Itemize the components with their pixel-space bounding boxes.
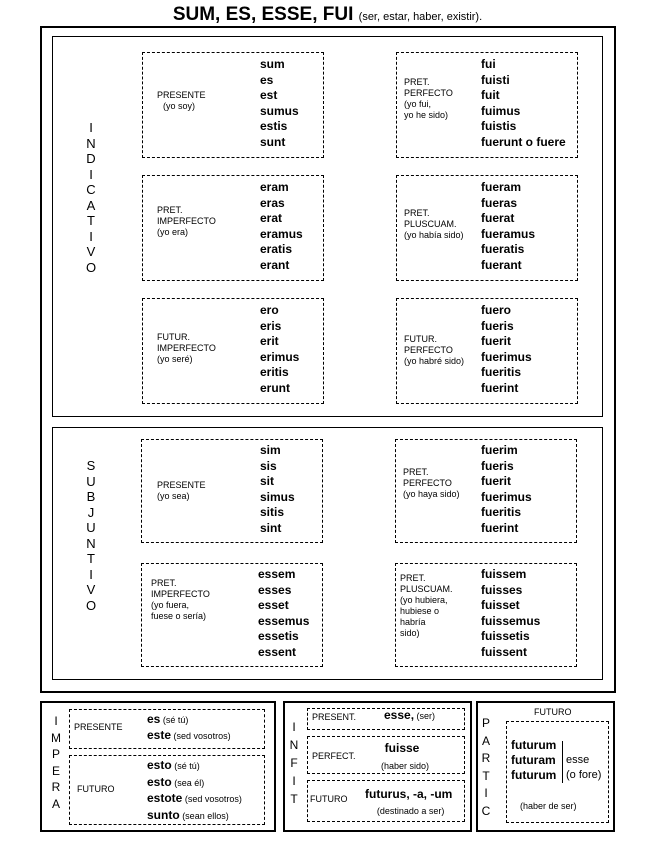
tense-forms: fueram fueras fuerat fueramus fueratis fuerant bbox=[481, 180, 536, 272]
tense-forms: essem esses esset essemus essetis essent bbox=[258, 567, 310, 659]
tense-label: PRET. PLUSCUAM. (yo hubiera, hubiese o habría sido) bbox=[400, 573, 453, 638]
tense-label: PRET. IMPERFECTO (yo fuera, fuese o sería) bbox=[151, 578, 210, 621]
tense-label: PRET. PERFECTO (yo haya sido) bbox=[403, 467, 460, 499]
tense-forms: ero eris erit erimus eritis erunt bbox=[260, 303, 300, 395]
tense-label: PRESENTE (yo sea) bbox=[157, 480, 206, 501]
page-title bbox=[0, 4, 655, 26]
title-main: SUM, ES, ESSE, FUI bbox=[172, 4, 354, 25]
participio-aux: esse (o fore) bbox=[566, 754, 602, 781]
tense-label: PRET. IMPERFECTO (yo era) bbox=[157, 205, 216, 237]
imperativo-mood-label: I M P E R A bbox=[51, 714, 61, 811]
title-subtitle: (ser, estar, haber, existir). bbox=[358, 11, 483, 23]
infinitivo-futuro-label: FUTURO bbox=[310, 794, 348, 804]
tense-forms: sim sis sit simus sitis sint bbox=[260, 443, 295, 535]
infinitivo-present-form: esse, (ser) bbox=[384, 708, 436, 722]
infinitivo-futuro-form: futurus, -a, -um (destinado a ser) bbox=[365, 787, 453, 816]
tense-forms: sum es est sumus estis sunt bbox=[260, 57, 299, 149]
imperativo-futuro-forms: esto (sé tú) esto (sea él) estote (sed vosotros) sunto (sean ellos) bbox=[147, 758, 242, 822]
imperativo-futuro-label: FUTURO bbox=[77, 784, 115, 794]
infinitivo-perfect-form: fuisse (haber sido) bbox=[381, 741, 430, 771]
tense-forms: fuero fueris fuerit fuerimus fueritis fuerint bbox=[481, 303, 532, 395]
tense-label: PRESENTE (yo soy) bbox=[157, 90, 206, 111]
subjuntivo-mood-label: S U B J U N T I V O bbox=[85, 458, 97, 613]
tense-label: FUTUR. PERFECTO (yo habré sido) bbox=[404, 334, 465, 366]
imperativo-presente-label: PRESENTE bbox=[74, 722, 123, 732]
imperativo-presente-forms: es (sé tú) este (sed vosotros) bbox=[147, 712, 231, 742]
tense-forms: eram eras erat eramus eratis erant bbox=[260, 180, 303, 272]
tense-label: PRET. PERFECTO (yo fui, yo he sido) bbox=[404, 77, 453, 120]
tense-label: PRET. PLUSCUAM. (yo había sido) bbox=[404, 208, 464, 240]
participio-header: FUTURO bbox=[534, 707, 572, 717]
participio-gloss: (haber de ser) bbox=[520, 801, 577, 811]
indicativo-mood-label: I N D I C A T I V O bbox=[85, 120, 97, 275]
tense-forms: fui fuisti fuit fuimus fuistis fuerunt o fuere bbox=[481, 57, 566, 149]
infinitivo-mood-label: I N F I T bbox=[289, 720, 299, 806]
infinitivo-perfect-label: PERFECT. bbox=[312, 751, 356, 761]
tense-forms: fuissem fuisses fuisset fuissemus fuissetis fuissent bbox=[481, 567, 541, 659]
tense-forms: fuerim fueris fuerit fuerimus fueritis fuerint bbox=[481, 443, 532, 535]
participio-mood-label: P A R T I C bbox=[481, 716, 491, 818]
tense-label: FUTUR. IMPERFECTO (yo seré) bbox=[157, 332, 216, 364]
participio-divider bbox=[562, 741, 563, 783]
infinitivo-present-label: PRESENT. bbox=[312, 712, 357, 722]
participio-forms: futurum futuram futurum bbox=[511, 738, 557, 782]
